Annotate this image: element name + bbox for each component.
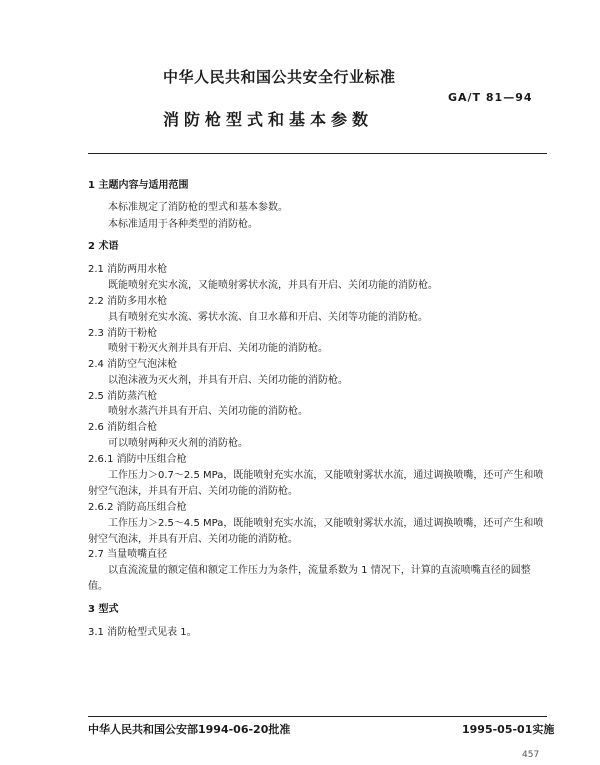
term-2-6-heading: 2.6 消防组合枪 — [88, 422, 158, 433]
section-1-paragraph-2: 本标准适用于各种类型的消防枪。 — [108, 219, 258, 230]
term-2-6-1-definition-line-2: 射空气泡沫，并具有开启、关闭功能的消防枪。 — [88, 486, 298, 497]
term-2-4-heading: 2.4 消防空气泡沫枪 — [88, 359, 178, 370]
term-2-3-definition: 喷射干粉灭火剂并具有开启、关闭功能的消防枪。 — [108, 343, 328, 354]
page-number: 457 — [522, 750, 540, 760]
term-2-3-heading: 2.3 消防干粉枪 — [88, 328, 158, 339]
implementation-date: 1995-05-01实施 — [462, 723, 555, 736]
term-2-7-heading: 2.7 当量喷嘴直径 — [88, 549, 168, 560]
term-2-6-1-definition-line-1: 工作压力＞0.7～2.5 MPa，既能喷射充实水流，又能喷射雾状水流，通过调换喷嘴，还可产生和喷 — [108, 470, 544, 481]
term-2-2-definition: 具有喷射充实水流、雾状水流、自卫水幕和开启、关闭等功能的消防枪。 — [108, 312, 428, 323]
document-title: 消防枪型式和基本参数 — [163, 110, 374, 129]
term-2-6-1-heading: 2.6.1 消防中压组合枪 — [88, 454, 187, 465]
standard-code: GA/T 81—94 — [448, 91, 533, 104]
term-2-6-2-definition-line-2: 射空气泡沫，并具有开启、关闭功能的消防枪。 — [88, 534, 298, 545]
term-2-1-heading: 2.1 消防两用水枪 — [88, 264, 168, 275]
term-2-6-2-heading: 2.6.2 消防高压组合枪 — [88, 502, 187, 513]
term-2-6-2-definition-line-1: 工作压力＞2.5～4.5 MPa，既能喷射充实水流，又能喷射雾状水流，通过调换喷嘴，还可产生和喷 — [108, 518, 544, 529]
section-1-heading: 1 主题内容与适用范围 — [88, 180, 189, 191]
header-divider — [88, 153, 547, 154]
term-2-4-definition: 以泡沫液为灭火剂，并具有开启、关闭功能的消防枪。 — [108, 375, 348, 386]
clause-3-1: 3.1 消防枪型式见表 1。 — [88, 627, 197, 638]
section-2-heading: 2 术语 — [88, 241, 119, 252]
term-2-6-definition: 可以喷射两种灭火剂的消防枪。 — [108, 438, 248, 449]
standard-title: 中华人民共和国公共安全行业标准 — [163, 68, 396, 86]
footer-divider — [88, 716, 547, 717]
term-2-5-heading: 2.5 消防蒸汽枪 — [88, 391, 158, 402]
term-2-2-heading: 2.2 消防多用水枪 — [88, 296, 168, 307]
approval-line: 中华人民共和国公安部1994-06-20批准 — [88, 723, 291, 736]
term-2-7-definition-line-2: 值。 — [88, 581, 108, 592]
section-1-paragraph-1: 本标准规定了消防枪的型式和基本参数。 — [108, 202, 288, 213]
term-2-7-definition-line-1: 以直流流量的额定值和额定工作压力为条件，流量系数为 1 情况下，计算的直流喷嘴直径的圆整 — [108, 565, 531, 576]
term-2-5-definition: 喷射水蒸汽并具有开启、关闭功能的消防枪。 — [108, 406, 308, 417]
section-3-heading: 3 型式 — [88, 604, 119, 615]
term-2-1-definition: 既能喷射充实水流，又能喷射雾状水流，并具有开启、关闭功能的消防枪。 — [108, 280, 438, 291]
